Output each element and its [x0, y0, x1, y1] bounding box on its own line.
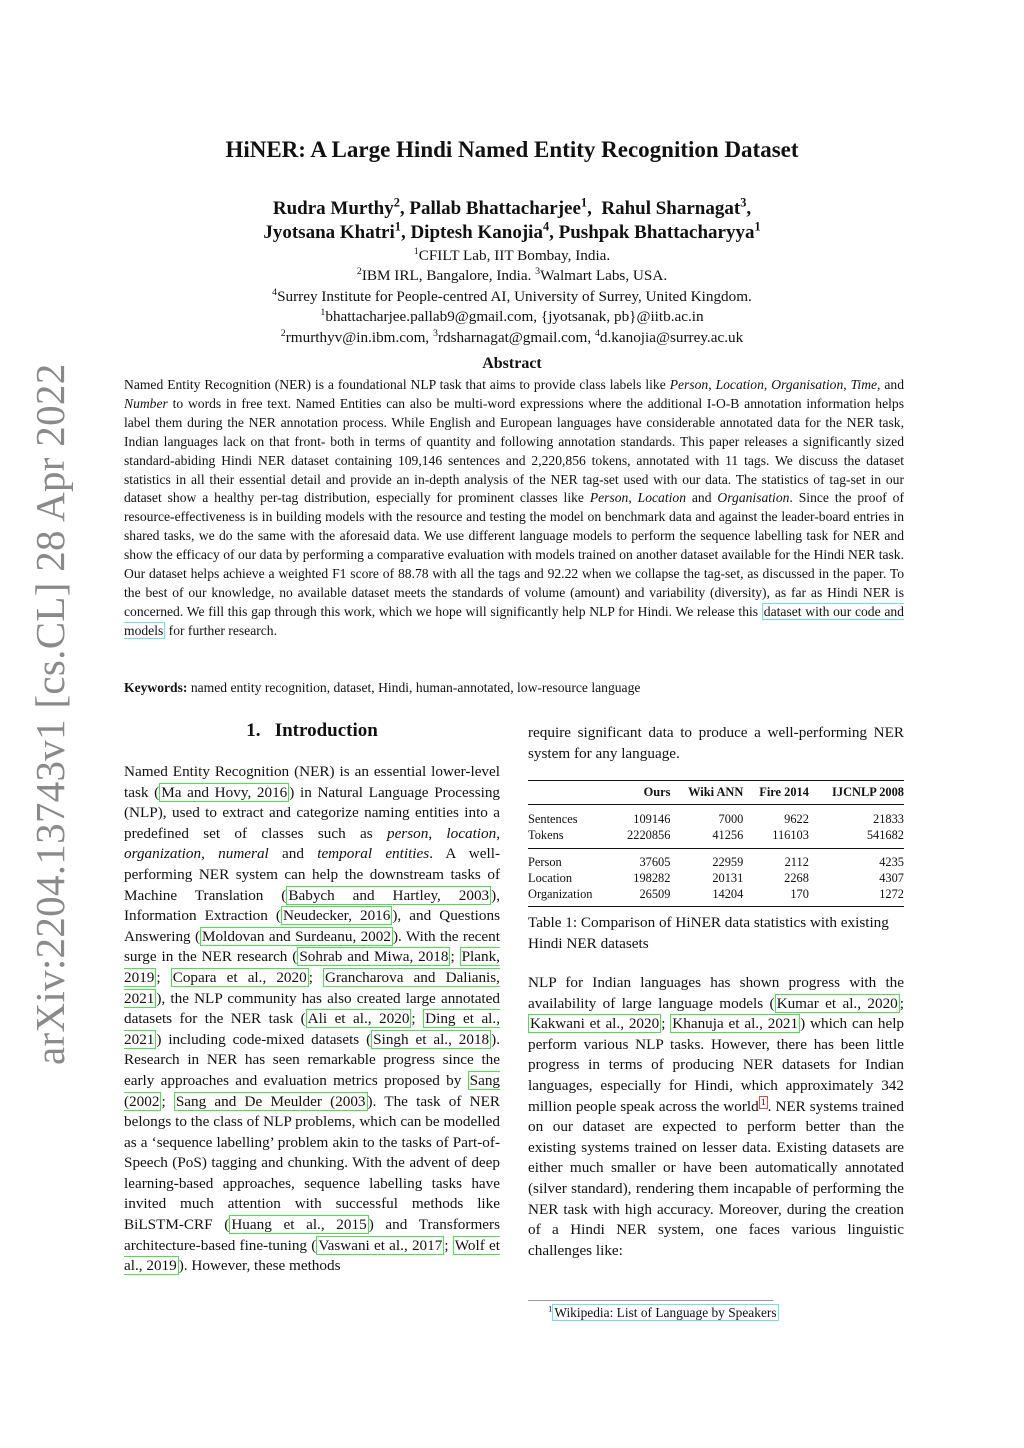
table-cell: 4235 — [879, 855, 904, 869]
dataset-stats-table — [528, 780, 904, 907]
table-row — [528, 886, 904, 907]
table-cell: 1272 — [879, 887, 904, 901]
body-text: ). However, these methods — [178, 1257, 341, 1275]
author-separator: , — [400, 222, 411, 243]
table-cell: 14204 — [712, 887, 744, 901]
table-header-cell: Wiki ANN — [688, 785, 744, 799]
citation-link[interactable]: Wolf et al., 2019 — [124, 1236, 500, 1275]
body-text: , — [496, 824, 500, 842]
abstract-italic: Organisation — [771, 377, 844, 392]
body-italic: person — [386, 824, 429, 842]
table-cell: Organization — [528, 887, 593, 901]
table-cell: 109146 — [633, 812, 671, 826]
abstract-text: Named Entity Recognition (NER) is a foundational NLP task that aims to provide class labels like — [124, 377, 670, 392]
affil-text: IBM IRL, Bangalore, India. — [361, 267, 532, 285]
affiliation-4 — [0, 287, 1024, 307]
table-cell: Tokens — [528, 828, 564, 842]
table-header-cell: Ours — [643, 785, 671, 799]
author-separator: , — [549, 222, 559, 243]
keywords-label: Keywords: — [124, 680, 188, 695]
table-cell: 198282 — [633, 871, 671, 885]
body-italic: numeral — [218, 845, 269, 863]
affil-sup: 4 — [272, 286, 278, 298]
abstract-italic: Person — [669, 377, 709, 392]
citation-link[interactable]: Moldovan and Surdeanu, 2002 — [202, 927, 391, 945]
email-text: rmurthyv@in.ibm.com, — [285, 328, 434, 346]
affil-sup: 3 — [433, 327, 438, 339]
body-text: ; — [308, 968, 324, 986]
abstract-text: to words in free text. Named Entities can also be multi-word expressions where the additional I-O-B annotation information helps label them during the NER annotation process. While English and European languages have considerable annotated data for the NER task, Indian languages lack on that front- both in terms of quantity and following annotation standards. This paper releases a significantly sized standard-abiding Hindi NER dataset containing 109,146 sentences and 2,220,856 tokens, annotated with 11 tags. We discuss the dataset statistics in all their essential detail and provide an in-depth analysis of the NER tag-set used with our data. The statistics of tag-set in our dataset show a healthy per-tag distribution, especially for prominent classes like — [124, 395, 904, 506]
body-text: ) which can help perform various NLP tasks. However, there has been little progress in terms of producing NER datasets for Indian languages, especially for Hindi, which approximately 342 million people speak across the world — [528, 1015, 905, 1115]
body-text: and — [268, 845, 318, 863]
abstract-text: , — [763, 377, 772, 392]
table-header-cell — [528, 781, 613, 805]
citation-link[interactable]: Kumar et al., 2020 — [776, 994, 898, 1012]
author-line-1 — [0, 197, 1024, 221]
table-cell: 9622 — [784, 812, 809, 826]
body-text: ; — [161, 1092, 174, 1110]
affil-text: Walmart Labs, USA. — [540, 267, 668, 285]
table-header-cell: IJCNLP 2008 — [832, 785, 904, 799]
keywords — [124, 680, 904, 696]
table-row — [528, 870, 904, 886]
table-cell: 116103 — [772, 828, 809, 842]
author-affil-sup: 1 — [580, 195, 588, 210]
author-name: Jyotsana Khatri — [263, 222, 395, 243]
abstract-text: , and — [877, 377, 905, 392]
citation-link[interactable]: Ma and Hovy, 2016 — [161, 783, 288, 801]
author-name: Pallab Bhattacharjee — [409, 198, 581, 219]
affil-sup: 2 — [356, 266, 362, 278]
emails-2 — [0, 328, 1024, 348]
abstract-italic: Organisation — [717, 490, 790, 506]
table-cell: 20131 — [712, 871, 744, 885]
table-cell: 170 — [790, 887, 809, 901]
affiliation-2-3 — [0, 266, 1024, 286]
table-row — [528, 827, 904, 849]
abstract-text: , — [628, 490, 638, 506]
body-text: , — [201, 845, 219, 863]
body-italic: organization — [124, 845, 202, 863]
email-text: rdsharnagat@gmail.com, — [437, 328, 595, 346]
table-cell: 41256 — [712, 828, 744, 842]
arxiv-identifier: arXiv:2204.13743v1 [cs.CL] 28 Apr 2022 — [27, 363, 73, 1065]
author-affil-sup: 1 — [394, 219, 401, 234]
table-row — [528, 849, 904, 871]
body-text: ) including code-mixed datasets ( — [156, 1030, 372, 1048]
abstract-italic: Time — [850, 377, 878, 392]
footnote — [548, 1305, 779, 1321]
author-line-2 — [0, 221, 1024, 245]
body-text: ), Information Extraction ( — [124, 886, 500, 925]
table-cell: 22959 — [712, 855, 744, 869]
citation-link[interactable]: Huang et al., 2015 — [231, 1216, 367, 1234]
body-text: ; — [156, 968, 171, 986]
footnote-marker[interactable]: 1 — [760, 1096, 766, 1108]
body-text: ). Research in NER has seen remarkable progress since the early approaches and evaluation metrics proposed by — [124, 1030, 500, 1089]
table-cell: 37605 — [639, 855, 671, 869]
affil-sup: 2 — [280, 327, 286, 339]
intro-right-column — [528, 973, 904, 1261]
body-italic: location — [446, 824, 497, 842]
citation-link[interactable]: Sang (2002 — [124, 1071, 500, 1110]
table-cell: 21833 — [873, 812, 904, 826]
author-affil-sup: 2 — [393, 195, 400, 210]
citation-link[interactable]: Sohrab and Miwa, 2018 — [299, 948, 449, 966]
table-cell: 7000 — [718, 812, 744, 826]
author-list — [0, 197, 1024, 245]
citation-link[interactable]: Khanuja et al., 2021 — [672, 1015, 799, 1033]
citation-link[interactable]: Neudecker, 2016 — [282, 907, 391, 925]
section-heading-introduction: 1. Introduction — [246, 720, 378, 741]
email-text: bhattacharjee.pallab9@gmail.com, {jyotsanak, pb}@iitb.ac.in — [325, 308, 704, 326]
abstract-italic: Location — [715, 377, 764, 392]
table-header-row — [528, 781, 904, 805]
body-italic: temporal entities — [317, 845, 430, 863]
table-cell: 541682 — [866, 828, 904, 842]
intro-right-continuation: require significant data to produce a well-performing NER system for any language. — [528, 724, 904, 762]
body-text: ; — [450, 948, 460, 966]
author-name: Rahul Sharnagat — [601, 198, 741, 219]
table-row — [528, 805, 904, 828]
author-name: Pushpak Bhattacharyya — [558, 222, 755, 243]
affil-text: CFILT Lab, IIT Bombay, India. — [418, 247, 611, 264]
body-text: ; — [411, 1010, 424, 1028]
footnote-number: 1 — [548, 1303, 553, 1314]
author-affil-sup: 1 — [754, 219, 761, 234]
affil-sup: 4 — [594, 327, 600, 339]
citation-link[interactable]: Ali et al., 2020 — [307, 1010, 410, 1028]
abstract-heading: Abstract — [482, 355, 542, 372]
table-cell: 4307 — [879, 871, 904, 885]
affiliation-1 — [0, 246, 1024, 266]
body-text: , — [428, 824, 447, 842]
table-cell: 26509 — [639, 887, 671, 901]
citation-link[interactable]: Plank, 2019 — [124, 948, 500, 986]
author-name: Diptesh Kanojia — [410, 222, 543, 243]
footnote-link[interactable]: Wikipedia: List of Language by Speakers — [554, 1305, 777, 1320]
abstract-tail: for further research. — [165, 622, 277, 638]
table-cell: 2220856 — [627, 828, 671, 842]
affil-text: Surrey Institute for People-centred AI, University of Surrey, United Kingdom. — [277, 287, 752, 305]
abstract-text: . Since the proof of resource-effectiveness is in building models with the resource and testing the model on benchmark data and against the leader-board entries in shared tasks, we do the same with the aforesaid data. We use different language models to perform the sequence labelling task for NER and show the efficacy of our data by performing a comparative evaluation with models trained on another dataset available for the Hindi NER task. Our dataset helps achieve a weighted F1 score of 88.78 with all the tags and 92.22 when we collapse the tag-set, as discussed in the paper. To the best of our knowledge, no available dataset meets the standards of volume (amount) and variability (diversity), as far as Hindi NER is concerned. We fill this gap through this work, which we hope will significantly help NLP for Hindi. We release this — [124, 490, 904, 619]
body-text: ) in Natural Language Processing (NLP), used to extract and categorize naming entities into a predefined set of classes such as — [124, 783, 501, 842]
body-text: Named Entity Recognition (NER) is an essential lower-level task ( — [124, 763, 500, 801]
affil-sup: 1 — [320, 307, 326, 319]
emails-1 — [0, 307, 1024, 327]
author-separator: , — [587, 198, 602, 219]
citation-link[interactable]: Babych and Hartley, 2003 — [288, 886, 490, 904]
citation-link[interactable]: Vaswani et al., 2017 — [318, 1236, 443, 1254]
body-text: ). The task of NER belongs to the class of NLP problems, which can be modelled as a ‘sequence labelling’ problem akin to the tasks of Part-of-Speech (PoS) tagging and chunking. With the advent of deep learning-based approaches, sequence labelling tasks have invited much attention with successful methods like BiLSTM-CRF ( — [124, 1092, 500, 1234]
affil-sup: 3 — [535, 266, 541, 278]
body-text: ; — [899, 994, 904, 1012]
citation-link[interactable]: Grancharova and Dalianis, 2021 — [124, 968, 500, 1007]
table-cell: Sentences — [528, 812, 578, 826]
author-name: Rudra Murthy — [272, 198, 394, 219]
body-text: . A well-performing NER system can help the downstream tasks of Machine Translation ( — [124, 845, 500, 904]
email-text: d.kanojia@surrey.ac.uk — [599, 328, 744, 346]
body-text: ). With the recent surge in the NER research ( — [124, 927, 500, 966]
table-header-cell: Fire 2014 — [759, 785, 809, 799]
intro-left-column — [124, 762, 500, 1277]
citation-link[interactable]: Singh et al., 2018 — [373, 1030, 490, 1048]
body-text: ) and Transformers architecture-based fine-tuning ( — [124, 1216, 500, 1254]
citation-link[interactable]: Ding et al., 2021 — [124, 1010, 500, 1048]
author-separator: , — [746, 198, 752, 219]
body-text: ), the NLP community has also created large annotated datasets for the NER task ( — [124, 989, 500, 1028]
dataset-link[interactable]: dataset with our code and models — [124, 603, 904, 638]
body-text: ; — [444, 1236, 453, 1254]
author-affil-sup: 3 — [740, 195, 747, 210]
body-text: . NER systems trained on our dataset are expected to perform better than the existing systems trained on lesser data. Existing datasets are either much smaller or have been automatically annotated (silver standard), rendering them incapable of performing the NER task with high accuracy. Moreover, during the creation of a Hindi NER system, one faces various linguistic challenges like: — [528, 1097, 904, 1259]
body-text: NLP for Indian languages has shown progress with the availability of large language models ( — [528, 974, 904, 1012]
citation-link[interactable]: Sang and De Meulder (2003 — [175, 1092, 366, 1110]
abstract-text: , — [843, 377, 851, 392]
table-caption: Table 1: Comparison of HiNER data statistics with existing Hindi NER datasets — [528, 914, 889, 952]
body-text: ), and Questions Answering ( — [124, 907, 500, 945]
table-cell: 2268 — [784, 871, 809, 885]
abstract-body — [124, 376, 904, 641]
table-cell: Location — [528, 871, 573, 885]
table-cell: 2112 — [784, 855, 809, 869]
author-affil-sup: 4 — [542, 219, 550, 234]
abstract-text: , — [708, 377, 716, 392]
body-text: ; — [661, 1015, 671, 1033]
table-cell: Person — [528, 855, 562, 869]
citation-link[interactable]: Kakwani et al., 2020 — [530, 1015, 660, 1033]
abstract-italic: Person — [589, 490, 629, 506]
author-separator: , — [399, 198, 410, 219]
paper-title: HiNER: A Large Hindi Named Entity Recognition Dataset — [225, 137, 799, 162]
affiliations — [0, 246, 1024, 348]
citation-link[interactable]: Copara et al., 2020 — [172, 968, 307, 986]
abstract-text: and — [686, 490, 718, 506]
abstract-italic: Location — [637, 490, 686, 506]
affil-sup: 1 — [413, 245, 419, 257]
abstract-italic: Number — [124, 395, 168, 411]
footnote-divider — [528, 1300, 773, 1301]
keywords-text: named entity recognition, dataset, Hindi, human-annotated, low-resource language — [187, 680, 641, 695]
